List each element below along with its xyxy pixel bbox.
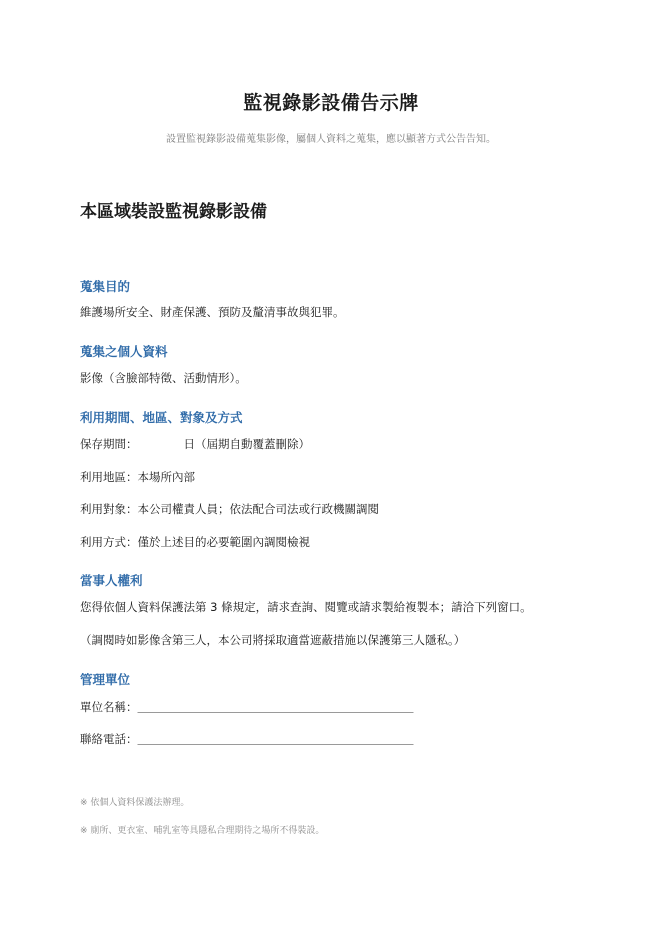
contact-phone-line xyxy=(80,731,414,747)
section-heading-admin: 管理單位 xyxy=(80,672,131,687)
personal-data-text: 影像（含臉部特徵、活動情形）。 xyxy=(80,371,247,385)
section-heading-personal-data: 蒐集之個人資料 xyxy=(80,344,168,359)
usage-area-text: 利用地區：本場所內部 xyxy=(80,470,195,484)
section-heading-usage: 利用期間、地區、對象及方式 xyxy=(80,410,243,425)
purpose-text: 維護場所安全、財產保護、預防及釐清事故與犯罪。 xyxy=(80,305,345,319)
contact-phone-label: 聯絡電話： xyxy=(80,732,138,746)
usage-target-text: 利用對象：本公司權責人員；依法配合司法或行政機關調閱 xyxy=(80,502,379,516)
contact-phone-blank: ＿＿＿＿＿＿＿＿＿＿＿＿＿＿＿＿＿＿＿＿＿＿＿＿ xyxy=(137,732,414,746)
footnote: ※ 廁所、更衣室、哺乳室等具隱私合理期待之場所不得裝設。 xyxy=(80,826,325,836)
page-title: 監視錄影設備告示牌 xyxy=(243,92,419,114)
unit-name-label: 單位名稱： xyxy=(80,700,138,714)
retention-period-line xyxy=(80,436,310,452)
usage-method-text: 利用方式：僅於上述目的必要範圍內調閱檢視 xyxy=(80,535,310,549)
unit-name-line xyxy=(80,699,414,715)
section-heading-purpose: 蒐集目的 xyxy=(80,279,131,294)
section-heading-rights: 當事人權利 xyxy=(80,573,143,588)
notice-headline: 本區域裝設監視錄影設備 xyxy=(80,202,267,222)
footnote: ※ 依個人資料保護法辦理。 xyxy=(80,798,190,808)
unit-name-blank: ＿＿＿＿＿＿＿＿＿＿＿＿＿＿＿＿＿＿＿＿＿＿＿＿ xyxy=(137,700,414,714)
retention-suffix: 日（屆期自動覆蓋刪除） xyxy=(183,437,310,451)
page-subtitle: 設置監視錄影設備蒐集影像，屬個人資料之蒐集，應以顯著方式公告告知。 xyxy=(166,134,496,145)
retention-label: 保存期間： xyxy=(80,437,138,451)
rights-text: 您得依個人資料保護法第 3 條規定，請求查詢、閱覽或請求製給複製本；請洽下列窗口。 xyxy=(80,600,532,614)
rights-note: （調閱時如影像含第三人，本公司將採取適當遮蔽措施以保護第三人隱私。） xyxy=(80,633,466,647)
